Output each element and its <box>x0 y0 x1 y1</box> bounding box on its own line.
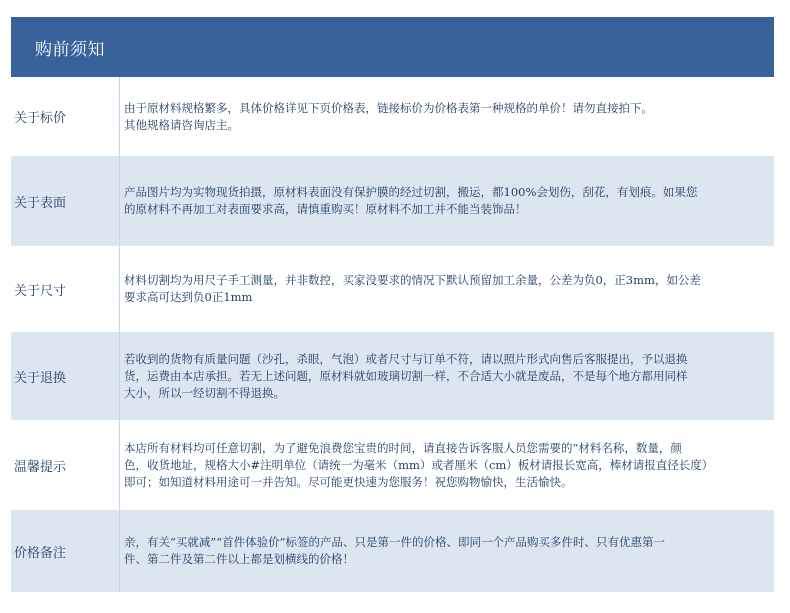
row-label: 关于标价 <box>11 77 120 156</box>
notice-table <box>11 77 774 592</box>
row-label: 价格备注 <box>11 510 120 592</box>
row-text <box>120 246 774 332</box>
text-line: 即可；如知道材料用途可一并告知。尽可能更快速为您服务！祝您购物愉快，生活愉快。 <box>124 474 573 489</box>
text-line: 大小，所以一经切割不得退换。 <box>124 385 285 400</box>
text-line: 其他规格请咨询店主。 <box>124 117 239 132</box>
notice-row-tips <box>11 420 774 510</box>
notice-row-returns <box>11 332 774 420</box>
text-line: 若收到的货物有质量问题（沙孔，杀眼，气泡）或者尺寸与订单不符，请以照片形式向售后客服提出，予以退换 <box>124 351 688 366</box>
row-label: 关于尺寸 <box>11 246 120 332</box>
text-line: 本店所有材料均可任意切割，为了避免浪费您宝贵的时间，请直接告诉客服人员您需要的“材料名称，数量，颜 <box>124 440 682 455</box>
text-line: 产品图片均为实物现货拍摄，原材料表面没有保护膜的经过切割，搬运，都100%会划伤，刮花，有划痕。如果您 <box>124 185 698 199</box>
text-line: 货，运费由本店承担。若无上述问题，原材料就如玻璃切割一样，不合适大小就是废品，不是每个地方都用同样 <box>124 368 688 383</box>
text-line: 件、第二件及第二件以上都是划横线的价格！ <box>124 552 354 566</box>
page-title: 购前须知 <box>35 39 105 60</box>
text-line: 材料切割均为用尺子手工测量，并非数控，买家没要求的情况下默认预留加工余量，公差为负0，正3mm，如公差 <box>124 273 701 287</box>
row-label: 温馨提示 <box>11 420 120 510</box>
notice-row-pricing <box>11 77 774 156</box>
text-line: 亲，有关“买就减”“首件体验价”标签的产品、只是第一件的价格、即同一个产品购买多件时、只有优惠第一 <box>124 535 666 549</box>
text-line: 要求高可达到负0正1mm <box>124 290 253 304</box>
row-text <box>120 77 774 156</box>
row-text <box>120 156 774 246</box>
text-line: 色，收货地址，规格大小#注明单位（请统一为毫米（mm）或者厘米（cm）板材请报长宽高，棒材请报直径长度） <box>124 457 714 472</box>
notice-row-price-notes <box>11 510 774 592</box>
notice-row-surface <box>11 156 774 246</box>
row-text <box>120 332 774 420</box>
text-line: 的原材料不再加工对表面要求高，请慎重购买！原材料不加工并不能当装饰品！ <box>124 202 527 216</box>
text-line: 由于原材料规格繁多，具体价格详见下页价格表，链接标价为价格表第一种规格的单价！请勿直接拍下。 <box>124 100 653 115</box>
row-text <box>120 510 774 592</box>
row-label: 关于退换 <box>11 332 120 420</box>
row-text <box>120 420 774 510</box>
notice-header <box>11 17 774 77</box>
row-label: 关于表面 <box>11 156 120 246</box>
notice-row-size <box>11 246 774 332</box>
